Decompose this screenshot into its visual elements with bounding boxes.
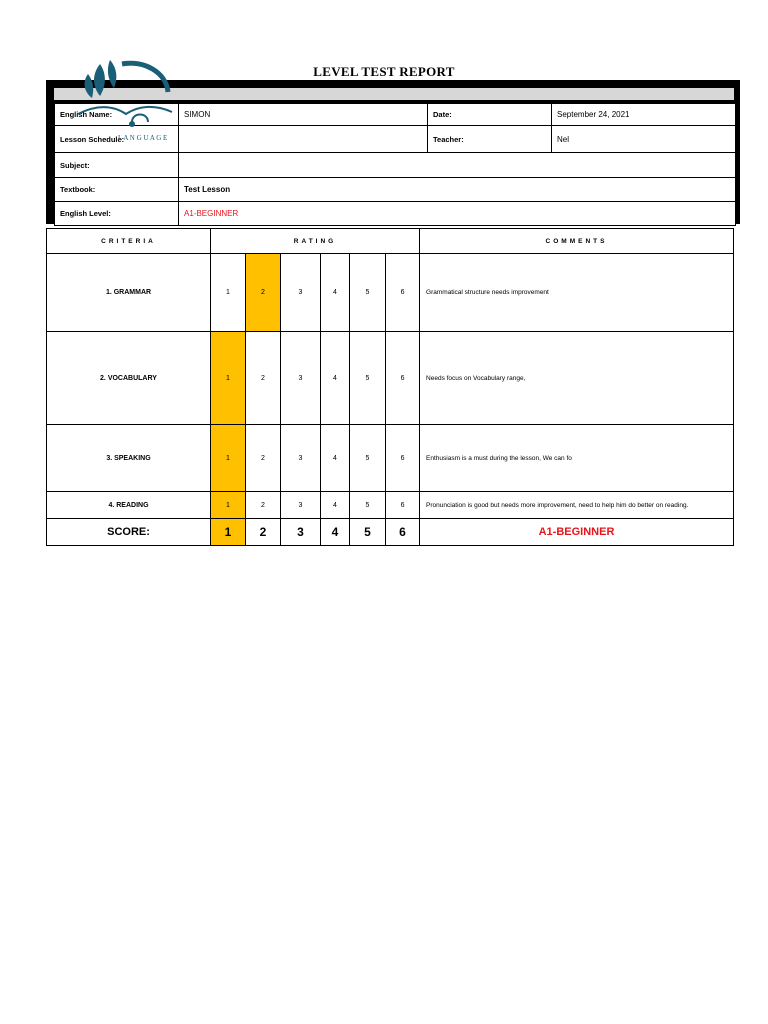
logo-leaf-icon bbox=[94, 64, 105, 96]
info-row-textbook bbox=[55, 178, 736, 202]
subject-value bbox=[179, 153, 736, 178]
teacher-value: Nel bbox=[552, 126, 736, 153]
rating-header: RATING bbox=[211, 229, 420, 254]
rating-cell: 4 bbox=[321, 492, 350, 519]
criterion-label: 4. READING bbox=[47, 492, 211, 519]
teacher-label: Teacher: bbox=[428, 126, 552, 153]
rating-table-header bbox=[47, 229, 734, 254]
rating-cell: 5 bbox=[350, 332, 386, 425]
logo-text: L A N G U A G E bbox=[118, 134, 168, 142]
score-level: A1-BEGINNER bbox=[420, 519, 734, 546]
comments-header: COMMENTS bbox=[420, 229, 734, 254]
rating-cell: 4 bbox=[321, 332, 350, 425]
rating-cell: 5 bbox=[350, 492, 386, 519]
textbook-value: Test Lesson bbox=[179, 178, 736, 202]
criteria-row bbox=[47, 332, 734, 425]
rating-cell: 1 bbox=[211, 254, 246, 332]
criterion-label: 2. VOCABULARY bbox=[47, 332, 211, 425]
criterion-label: 3. SPEAKING bbox=[47, 425, 211, 492]
rating-cell: 6 bbox=[386, 254, 420, 332]
rating-cell: 2 bbox=[246, 492, 281, 519]
comment-cell: Needs focus on Vocabulary range, bbox=[420, 332, 734, 425]
comment-cell: Grammatical structure needs improvement bbox=[420, 254, 734, 332]
score-rating-cell: 3 bbox=[281, 519, 321, 546]
rating-cell: 2 bbox=[246, 332, 281, 425]
comment-cell: Pronunciation is good but needs more improvement, need to help him do better on reading. bbox=[420, 492, 734, 519]
criteria-row bbox=[47, 492, 734, 519]
rating-cell: 3 bbox=[281, 254, 321, 332]
subject-label: Subject: bbox=[55, 153, 179, 178]
logo-headset-icon bbox=[132, 115, 148, 123]
rating-cell-selected: 1 bbox=[211, 332, 246, 425]
lesson-schedule-label: Lesson Schedule: bbox=[55, 126, 179, 153]
score-rating-cell: 1 bbox=[211, 519, 246, 546]
rating-cell: 6 bbox=[386, 492, 420, 519]
logo-headset-icon bbox=[129, 121, 135, 127]
date-value: September 24, 2021 bbox=[552, 104, 736, 126]
rating-cell-selected: 2 bbox=[246, 254, 281, 332]
info-row-subject bbox=[55, 153, 736, 178]
textbook-label: Textbook: bbox=[55, 178, 179, 202]
info-row-level bbox=[55, 202, 736, 226]
rating-cell: 3 bbox=[281, 425, 321, 492]
rating-cell-selected: 1 bbox=[211, 492, 246, 519]
score-rating-cell: 5 bbox=[350, 519, 386, 546]
english-name-label: English Name: bbox=[55, 104, 179, 126]
report-title: LEVEL TEST REPORT bbox=[313, 64, 455, 79]
criteria-rows bbox=[47, 254, 734, 519]
logo-book-icon bbox=[78, 107, 172, 114]
criterion-label: 1. GRAMMAR bbox=[47, 254, 211, 332]
rating-cell: 5 bbox=[350, 254, 386, 332]
score-row bbox=[47, 519, 734, 546]
rating-cell: 6 bbox=[386, 425, 420, 492]
criteria-row bbox=[47, 254, 734, 332]
comment-cell: Enthusiasm is a must during the lesson, We can fo bbox=[420, 425, 734, 492]
date-label: Date: bbox=[428, 104, 552, 126]
logo-leaf-icon bbox=[85, 74, 94, 98]
english-name-value: SIMON bbox=[179, 104, 428, 126]
score-label: SCORE: bbox=[47, 519, 211, 546]
criteria-row bbox=[47, 425, 734, 492]
rating-table bbox=[46, 228, 734, 546]
rating-cell: 3 bbox=[281, 332, 321, 425]
lesson-schedule-value bbox=[179, 126, 428, 153]
score-rating-cell: 4 bbox=[321, 519, 350, 546]
score-rating-cell: 6 bbox=[386, 519, 420, 546]
logo-arc-icon bbox=[122, 63, 168, 92]
rating-cell: 6 bbox=[386, 332, 420, 425]
logo-leaf-icon bbox=[108, 60, 116, 88]
rating-cell: 2 bbox=[246, 425, 281, 492]
score-rating-cell: 2 bbox=[246, 519, 281, 546]
rating-cell: 4 bbox=[321, 254, 350, 332]
rating-cell: 4 bbox=[321, 425, 350, 492]
english-level-value: A1-BEGINNER bbox=[179, 202, 736, 226]
rating-cell: 3 bbox=[281, 492, 321, 519]
criteria-header: CRITERIA bbox=[47, 229, 211, 254]
rating-cell: 5 bbox=[350, 425, 386, 492]
school-logo bbox=[70, 52, 180, 148]
rating-cell-selected: 1 bbox=[211, 425, 246, 492]
english-level-label: English Level: bbox=[55, 202, 179, 226]
